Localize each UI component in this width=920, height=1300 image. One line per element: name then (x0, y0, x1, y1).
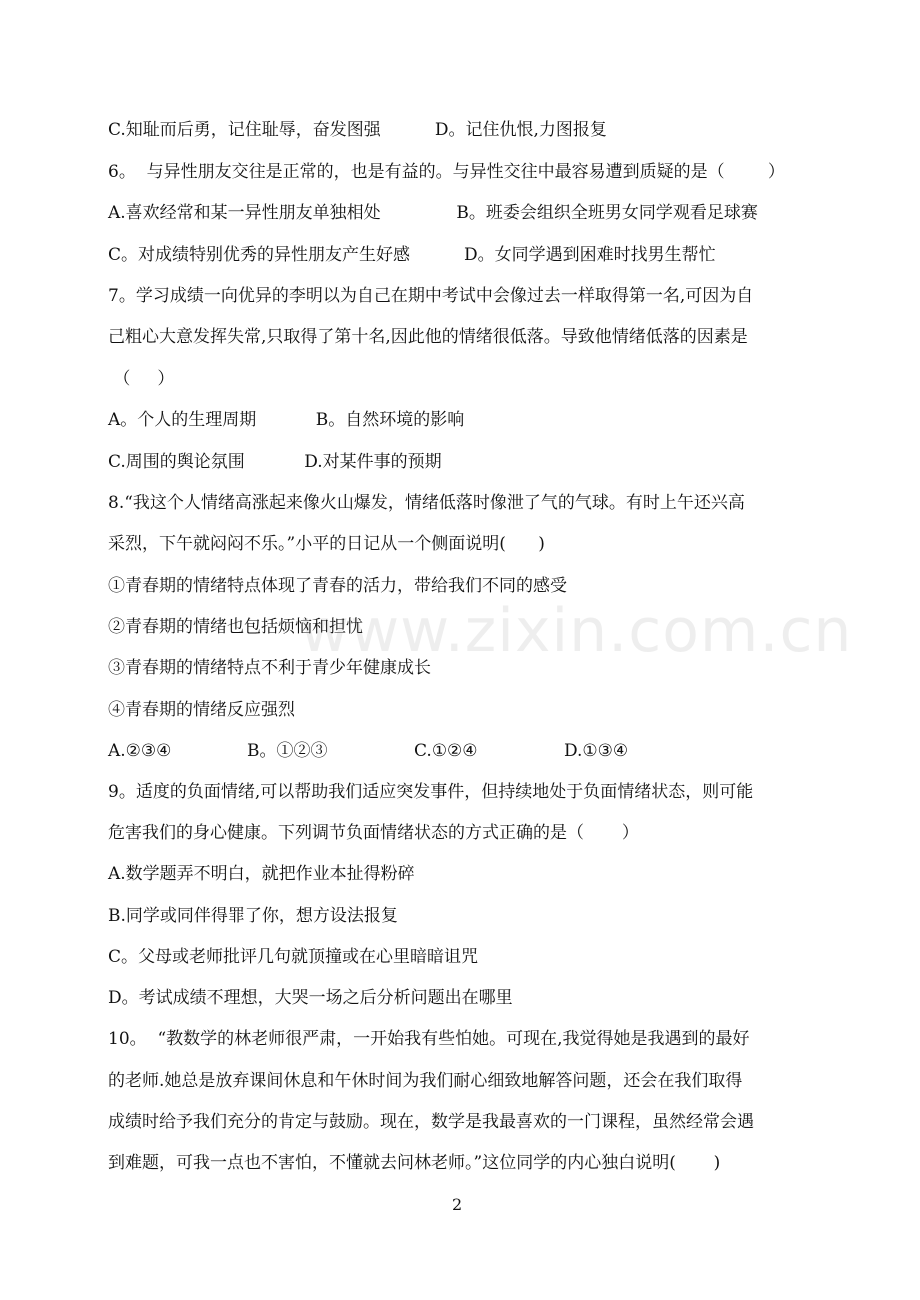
question-7-answer-blank: （ ） (108, 369, 175, 389)
question-9-stem-line-1: 9。适度的负面情绪,可以帮助我们适应突发事件，但持续地处于负面情绪状态，则可能 (108, 782, 754, 802)
question-6-options-ab: A.喜欢经常和某一异性朋友单独相处 B。班委会组织全班男女同学观看足球赛 (108, 203, 758, 223)
question-6-stem: 6。 与异性朋友交往是正常的，也是有益的。与异性交往中最容易遭到质疑的是（ ） (108, 162, 785, 182)
question-9-option-c: C。父母或老师批评几句就顶撞或在心里暗暗诅咒 (108, 947, 479, 967)
watermark: www.zixin.com.cn (300, 596, 853, 666)
page-number: 2 (452, 1195, 463, 1214)
question-10-stem-line-4: 到难题，可我一点也不害怕，不懂就去问林老师。”这位同学的内心独白说明( ) (108, 1153, 721, 1173)
question-9-option-a: A.数学题弄不明白，就把作业本扯得粉碎 (108, 864, 415, 884)
question-8-statement-4: ④青春期的情绪反应强烈 (108, 700, 295, 720)
question-7-options-cd: C.周围的舆论氛围 D.对某件事的预期 (108, 452, 442, 472)
question-10-stem-line-1: 10。 “教数学的林老师很严肃，一开始我有些怕她。可现在,我觉得她是我遇到的最好 (108, 1029, 750, 1049)
question-10-stem-line-3: 成绩时给予我们充分的肯定与鼓励。现在，数学是我最喜欢的一门课程，虽然经常会遇 (108, 1112, 754, 1132)
question-8-statement-2: ②青春期的情绪也包括烦恼和担忧 (108, 617, 363, 637)
question-7-stem-line-1: 7。学习成绩一向优异的李明以为自己在期中考试中会像过去一样取得第一名,可因为自 (108, 286, 754, 306)
question-7-stem-line-2: 己粗心大意发挥失常,只取得了第十名,因此他的情绪很低落。导致他情绪低落的因素是 (108, 327, 748, 347)
question-8-statement-1: ①青春期的情绪特点体现了青春的活力，带给我们不同的感受 (108, 576, 567, 596)
question-8-options: A.②③④ B。①②③ C.①②④ D.①③④ (108, 741, 629, 761)
question-7-options-ab: A。个人的生理周期 B。自然环境的影响 (108, 410, 465, 430)
question-10-stem-line-2: 的老师.她总是放弃课间休息和午休时间为我们耐心细致地解答问题，还会在我们取得 (108, 1071, 743, 1091)
question-9-option-b: B.同学或同伴得罪了你，想方设法报复 (108, 906, 398, 926)
question-8-stem-line-2: 采烈，下午就闷闷不乐。”小平的日记从一个侧面说明( ) (108, 534, 545, 554)
question-9-option-d: D。考试成绩不理想，大哭一场之后分析问题出在哪里 (108, 988, 513, 1008)
question-9-stem-line-2: 危害我们的身心健康。下列调节负面情绪状态的方式正确的是（ ） (108, 823, 639, 843)
question-6-options-cd: C。对成绩特别优秀的异性朋友产生好感 D。女同学遇到困难时找男生帮忙 (108, 245, 716, 265)
question-8-statement-3: ③青春期的情绪特点不利于青少年健康成长 (108, 658, 431, 678)
option-line-5cd: C.知耻而后勇，记住耻辱，奋发图强 D。记住仇恨,力图报复 (108, 120, 607, 140)
question-8-stem-line-1: 8.“我这个人情绪高涨起来像火山爆发，情绪低落时像泄了气的气球。有时上午还兴高 (108, 493, 745, 513)
